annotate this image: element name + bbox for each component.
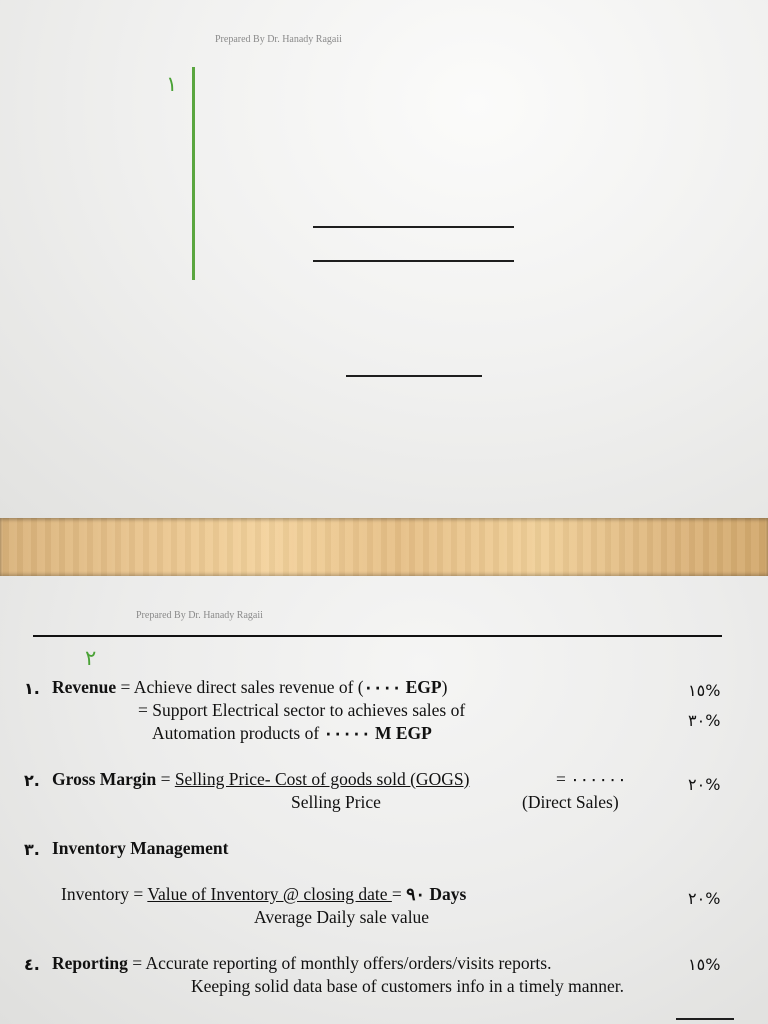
weight-percent: ٢٠% bbox=[688, 889, 721, 908]
formula-text: = bbox=[391, 884, 407, 904]
weight-percent: ١٥% bbox=[688, 955, 721, 974]
reporting-line-1 bbox=[52, 953, 551, 974]
page-number: ١ bbox=[166, 72, 178, 96]
item-title: Inventory Management bbox=[52, 838, 229, 858]
item-number: ١. bbox=[24, 679, 40, 698]
formula-denominator: Selling Price bbox=[291, 792, 381, 812]
formula-value: ٠٠٠٠ EGP bbox=[363, 677, 442, 697]
formula-note: (Direct Sales) bbox=[522, 792, 619, 812]
page-number: ٢ bbox=[85, 646, 97, 670]
revenue-line-2: = Support Electrical sector to achieves sales of bbox=[138, 700, 466, 720]
formula-text: = bbox=[156, 769, 175, 789]
item-number: ٤. bbox=[24, 955, 40, 974]
inventory-formula-line bbox=[61, 884, 466, 905]
weight-percent: ١٥% bbox=[688, 681, 721, 700]
header-rule bbox=[33, 635, 722, 637]
prepared-by-label: Prepared By Dr. Hanady Ragaii bbox=[136, 610, 263, 621]
weight-percent: ٢٠% bbox=[688, 775, 721, 794]
formula-text: Inventory = bbox=[61, 884, 148, 904]
item-number: ٣. bbox=[24, 840, 40, 859]
formula-numerator: Selling Price- Cost of goods sold (GOGS) bbox=[174, 769, 470, 789]
formula-text: Automation products of bbox=[152, 723, 324, 743]
formula-numerator: Value of Inventory @ closing date bbox=[147, 884, 392, 904]
formula-value: ٠٠٠٠٠ M EGP bbox=[323, 723, 432, 743]
formula-result: ٩٠ Days bbox=[406, 884, 467, 904]
item-title: Gross Margin bbox=[52, 769, 157, 789]
accent-bar bbox=[192, 67, 195, 280]
prepared-by-label: Prepared By Dr. Hanady Ragaii bbox=[215, 34, 342, 45]
item-number: ٢. bbox=[24, 771, 40, 790]
blank-line bbox=[313, 260, 514, 262]
gross-margin-line bbox=[52, 769, 469, 790]
item-title: Reporting bbox=[52, 953, 128, 973]
formula-denominator: Average Daily sale value bbox=[254, 907, 430, 927]
weight-percent: ٣٠% bbox=[688, 711, 721, 730]
blank-line bbox=[676, 1018, 734, 1020]
formula-text: ) bbox=[441, 677, 448, 697]
formula-text: = Accurate reporting of monthly offers/orders/visits reports. bbox=[127, 953, 552, 973]
reporting-line-2: Keeping solid data base of customers info in a timely manner. bbox=[191, 976, 625, 996]
revenue-line-1 bbox=[52, 677, 447, 698]
revenue-line-3 bbox=[152, 723, 432, 744]
blank-line bbox=[313, 226, 514, 228]
wood-divider bbox=[0, 518, 768, 576]
blank-line bbox=[346, 375, 482, 377]
formula-text: = Achieve direct sales revenue of ( bbox=[116, 677, 364, 697]
formula-result: = ٠٠٠٠٠٠ bbox=[556, 769, 627, 789]
item-title: Revenue bbox=[52, 677, 117, 697]
